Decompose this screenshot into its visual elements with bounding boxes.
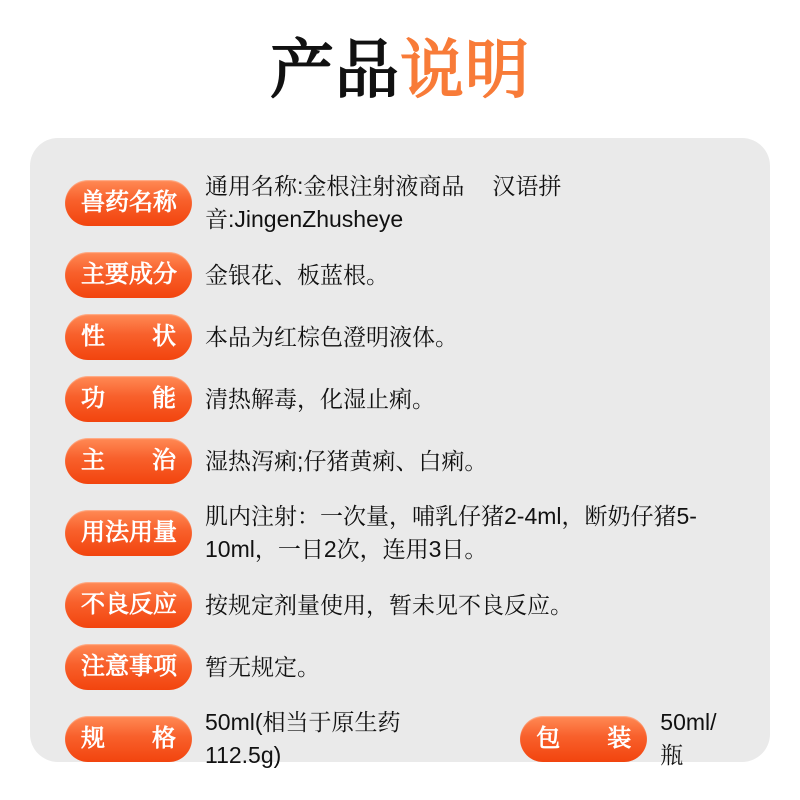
main-ingredients-value: 金银花、板蓝根。 [205,261,389,288]
packaging-value: 50ml/瓶 [660,709,717,768]
pill-label-text: 主治 [81,447,176,474]
pinyin-text: 汉语拼音:JingenZhusheye [205,173,562,232]
pill-label-text: 性状 [81,323,176,350]
label-pill-dosage [65,510,192,556]
label-pill-drug-name [65,180,192,226]
row-indications [65,438,735,484]
row-adverse-reactions [65,582,735,628]
packaging-group [520,706,735,772]
pill-label-text: 功能 [81,385,176,412]
pill-label-text: 用法用量 [81,519,177,546]
indications-value: 湿热泻痢;仔猪黄痢、白痢。 [205,447,488,474]
properties-value: 本品为红棕色澄明液体。 [205,323,458,350]
row-function [65,376,735,422]
pill-label-text: 兽药名称 [81,189,177,216]
label-pill-packaging [520,716,647,762]
page-title [0,30,800,110]
row-properties [65,314,735,360]
function-value: 清热解毒，化湿止痢。 [205,385,435,412]
specification-value: 50ml(相当于原生药112.5g) [205,709,401,768]
label-pill-properties [65,314,192,360]
row-precautions [65,644,735,690]
dosage-value: 肌内注射：一次量，哺乳仔猪2-4ml，断奶仔猪5-10ml，一日2次，连用3日。 [205,503,697,562]
pill-label-text: 注意事项 [81,653,177,680]
pill-label-text: 主要成分 [81,261,177,288]
page-title-orange: 说明 [400,34,530,106]
row-drug-name [65,170,735,236]
spec-group [65,706,468,772]
pill-label-text: 包装 [536,725,632,752]
pill-label-text: 规格 [81,725,176,752]
label-pill-indications [65,438,192,484]
generic-name-text: 通用名称:金根注射液商品 [205,173,465,199]
spec-card [30,138,770,768]
precautions-value: 暂无规定。 [205,653,320,680]
row-spec-and-pack [65,706,735,772]
row-dosage [65,500,735,566]
pill-label-text: 不良反应 [81,591,177,618]
label-pill-specification [65,716,192,762]
label-pill-main-ingredients [65,252,192,298]
drug-name-value [205,170,735,236]
row-main-ingredients [65,252,735,298]
label-pill-function [65,376,192,422]
label-pill-precautions [65,644,192,690]
label-pill-adverse-reactions [65,582,192,628]
adverse-reactions-value: 按规定剂量使用，暂未见不良反应。 [205,591,573,618]
page-title-black: 产品 [270,34,400,106]
